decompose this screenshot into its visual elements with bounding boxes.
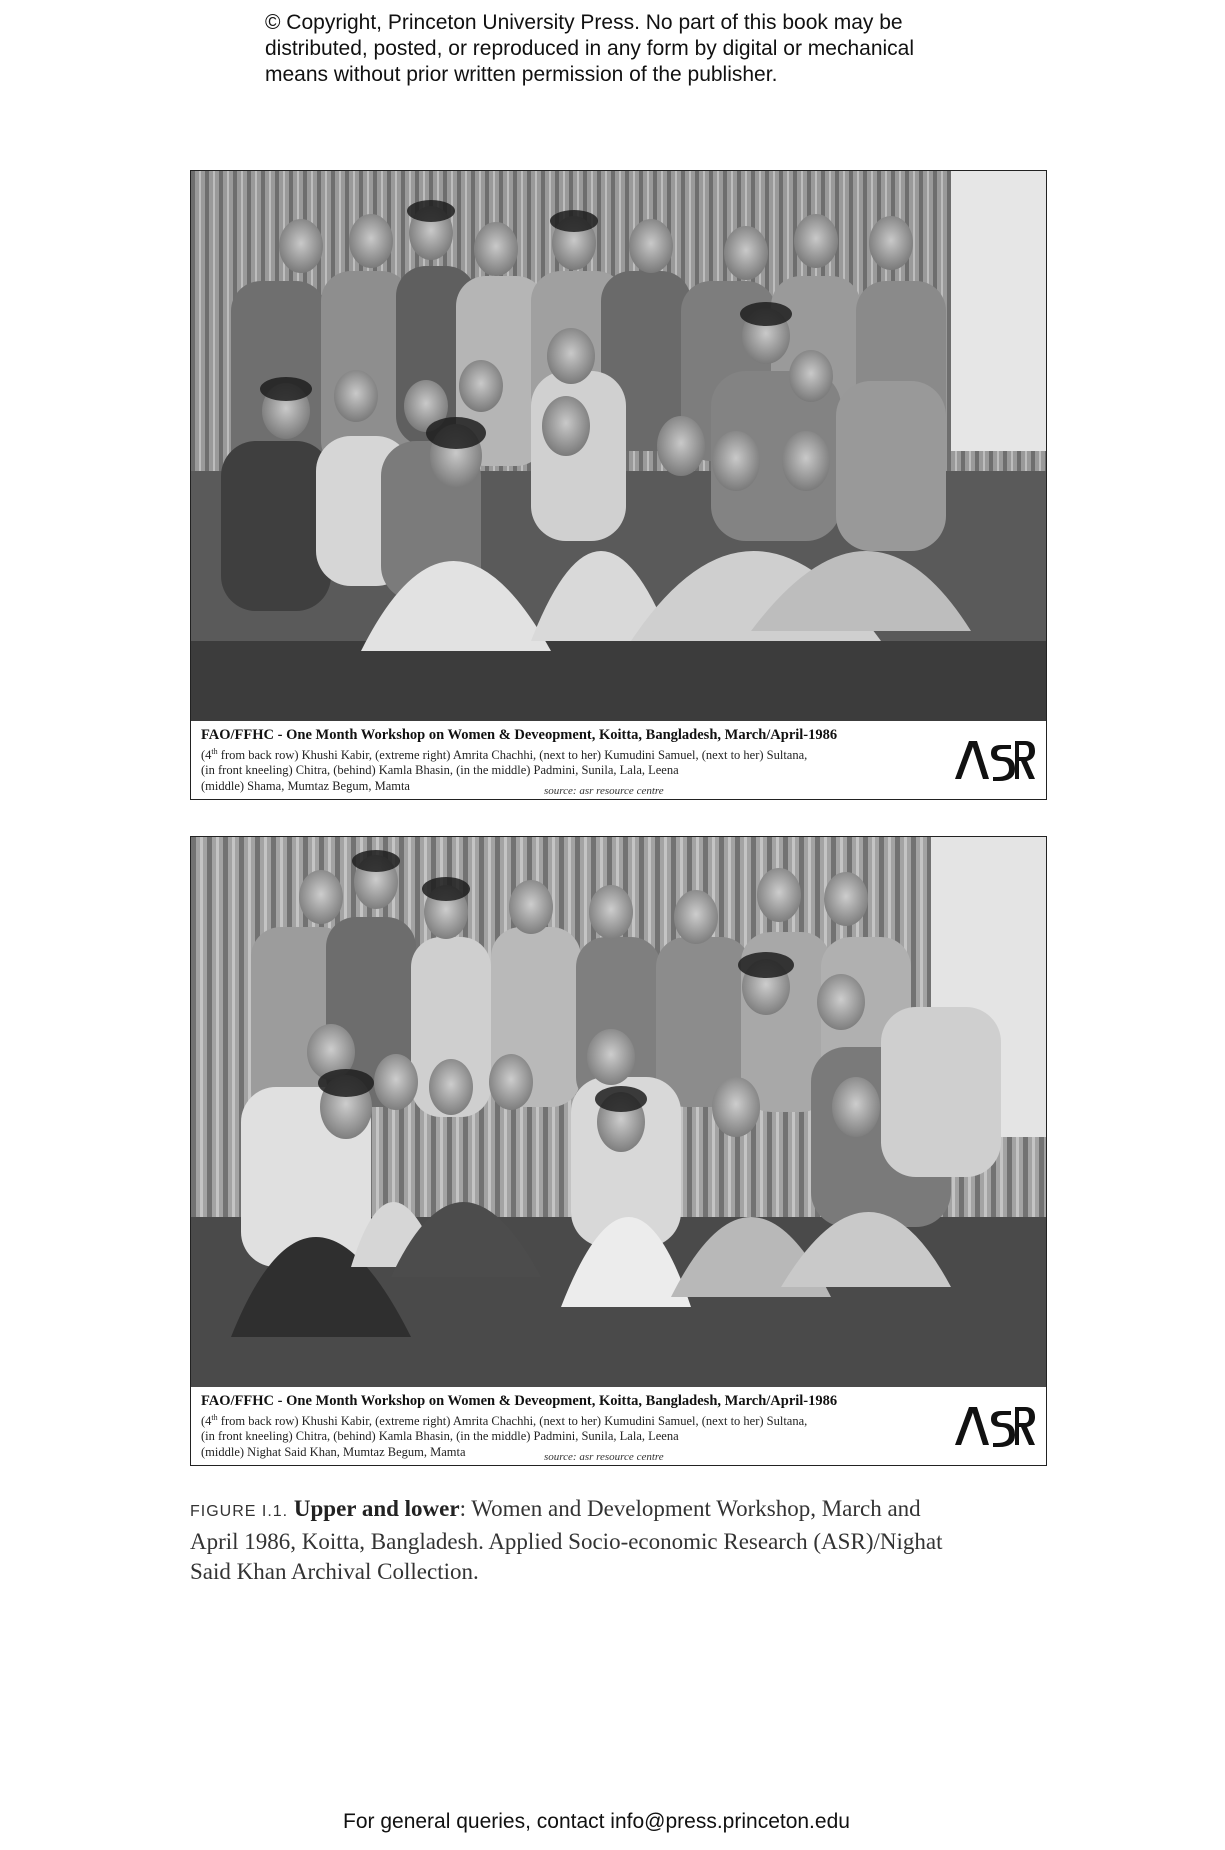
lower-caption-source: source: asr resource centre [544,1451,664,1463]
figure-label: FIGURE I.1. [190,1503,289,1520]
copyright-line-2: distributed, posted, or reproduced in any form by digital or mechanical [265,37,915,60]
upper-caption-line-2: (in front kneeling) Chitra, (behind) Kamla Bhasin, (in the middle) Padmini, Sunila, Lala, Leena [201,763,679,777]
asr-logo [953,735,1035,783]
lower-photo-image [191,837,1046,1387]
footer-contact: For general queries, contact info@press.princeton.edu [343,1810,850,1833]
figure-caption [190,1494,1050,1587]
lower-photograph [190,836,1047,1466]
group-photo-illustration [191,171,1046,721]
lower-caption-line-1: (4th from back row) Khushi Kabir, (extreme right) Amrita Chachhi, (next to her) Kumudini Samuel, (next to her) Sultana, [201,1413,808,1429]
figure-caption-line-3: Said Khan Archival Collection. [190,1559,479,1584]
upper-caption-line-3: (middle) Shama, Mumtaz Begum, Mamta [201,779,410,793]
group-photo-illustration [191,837,1046,1387]
copyright-line-1: © Copyright, Princeton University Press. No part of this book may be [265,11,903,34]
figure-caption-line-1 [190,1494,1050,1527]
copyright-line-3: means without prior written permission of the publisher. [265,63,778,86]
upper-caption-line-1: (4th from back row) Khushi Kabir, (extreme right) Amrita Chachhi, (next to her) Kumudini Samuel, (next to her) Sultana, [201,747,808,763]
upper-caption-title: FAO/FFHC - One Month Workshop on Women & Deveopment, Koitta, Bangladesh, March/April-1986 [201,727,838,743]
lower-caption-line-3: (middle) Nighat Said Khan, Mumtaz Begum, Mamta [201,1445,466,1459]
lower-caption-line-2: (in front kneeling) Chitra, (behind) Kamla Bhasin, (in the middle) Padmini, Sunila, Lala, Leena [201,1429,679,1443]
figure-caption-line-2: April 1986, Koitta, Bangladesh. Applied Socio-economic Research (ASR)/Nighat [190,1529,943,1554]
upper-photograph [190,170,1047,800]
lower-caption-title: FAO/FFHC - One Month Workshop on Women & Deveopment, Koitta, Bangladesh, March/April-1986 [201,1393,838,1409]
upper-caption-source: source: asr resource centre [544,785,664,797]
lower-photo-caption [191,1387,1046,1465]
figure-caption-rest: : Women and Development Workshop, March and [459,1496,921,1521]
figure-caption-bold: Upper and lower [293,1496,460,1521]
asr-logo [953,1401,1035,1449]
upper-photo-caption [191,721,1046,799]
copyright-notice [265,10,985,88]
upper-photo-image [191,171,1046,721]
